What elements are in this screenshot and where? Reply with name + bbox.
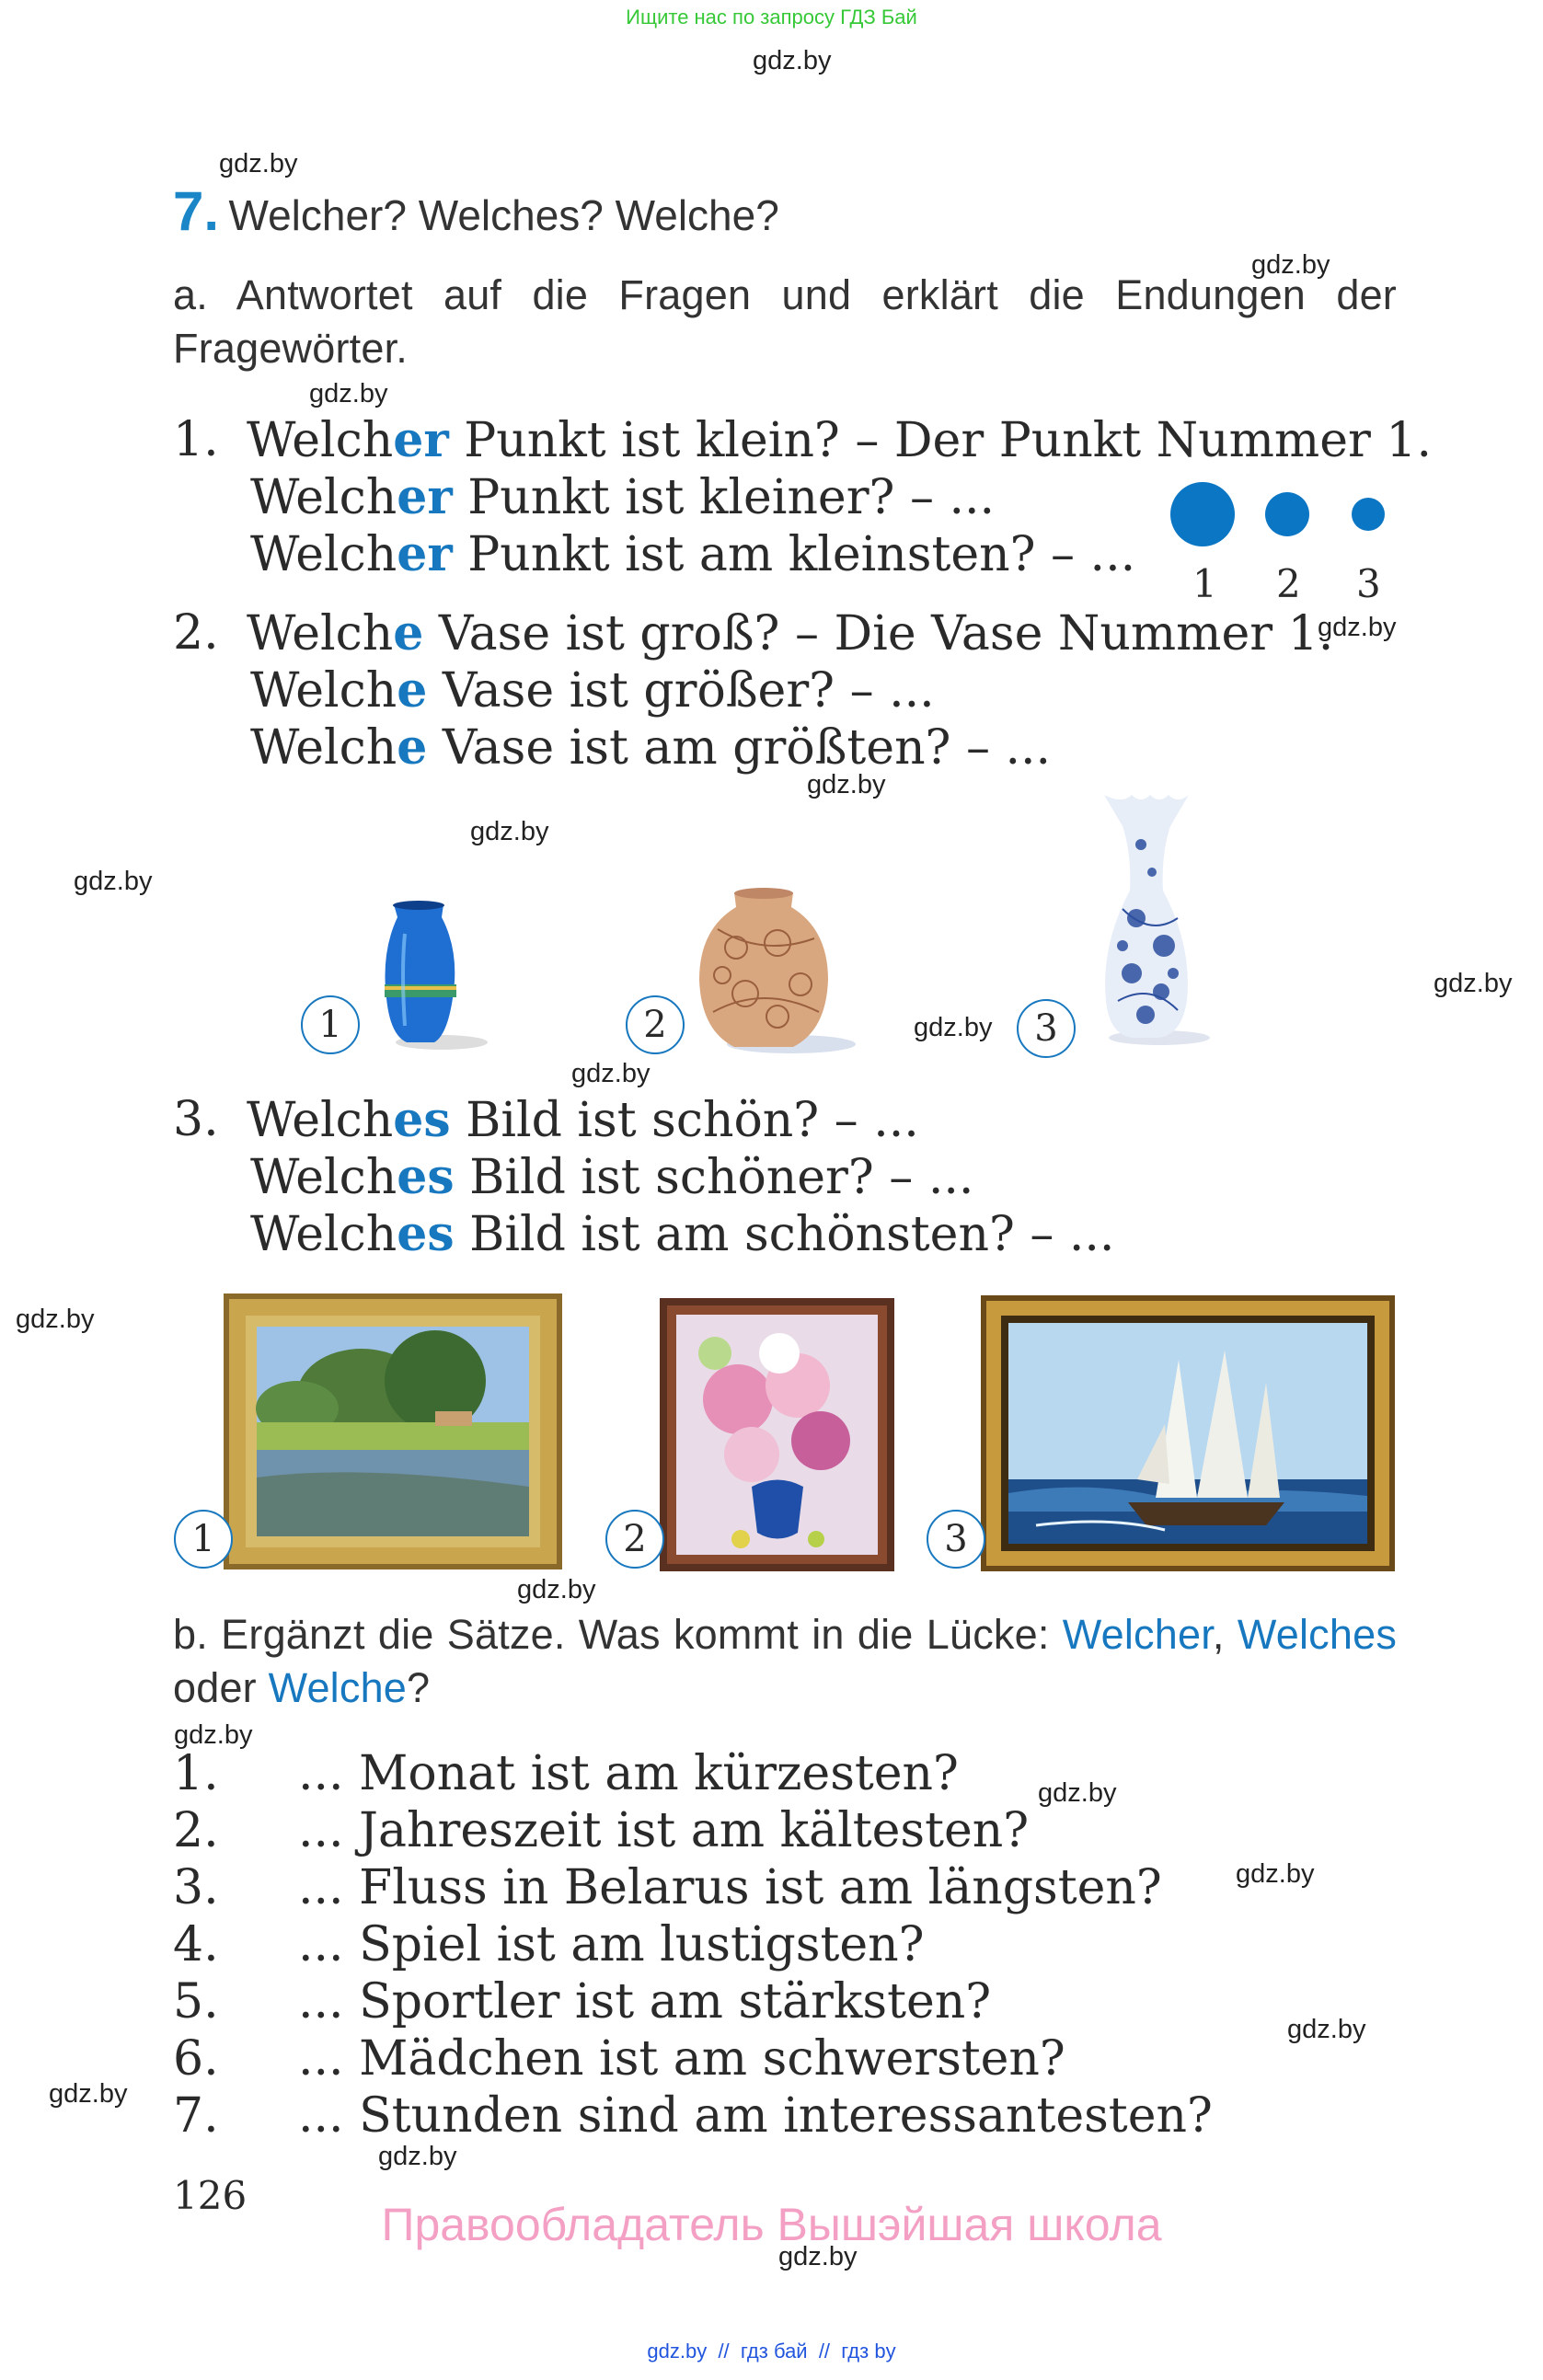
exercise-heading <box>173 179 779 243</box>
sentence-4: 4. ... Spiel ist am lustigsten? <box>173 1917 925 1972</box>
picture-label-1: 1 <box>174 1510 233 1569</box>
exercise-number: 7. <box>173 180 220 242</box>
page-number: 126 <box>173 2173 248 2218</box>
dot-medium <box>1265 492 1309 536</box>
picture-3-ship <box>981 1295 1395 1571</box>
picture-1-landscape <box>224 1293 562 1569</box>
top-banner[interactable]: Ищите нас по запросу ГДЗ Бай <box>626 6 917 29</box>
group3-number: 3. <box>173 1092 219 1147</box>
sentence-7: 7. ... Stunden sind am interessantesten? <box>173 2088 1213 2144</box>
sentence-1: 1. ... Monat ist am kürzesten? <box>173 1746 959 1801</box>
watermark: gdz.by <box>1434 969 1513 998</box>
group2-line-1: Welche Vase ist groß? – Die Vase Nummer 1. <box>247 605 1334 661</box>
group1-line-1: Welcher Punkt ist klein? – Der Punkt Nummer 1. <box>247 412 1433 468</box>
watermark: gdz.by <box>49 2079 128 2109</box>
footer-links[interactable]: gdz.by // гдз бай // гдз by <box>647 2340 896 2363</box>
watermark: gdz.by <box>1318 613 1397 642</box>
vase-2 <box>690 883 856 1058</box>
picture-label-2: 2 <box>605 1510 664 1569</box>
watermark: gdz.by <box>1287 2015 1366 2044</box>
vase-label-1: 1 <box>301 995 360 1054</box>
group1-line-2: Welcher Punkt ist kleiner? – ... <box>250 469 996 525</box>
sentence-5: 5. ... Sportler ist am stärksten? <box>173 1974 992 2029</box>
watermark: gdz.by <box>571 1059 651 1088</box>
watermark: gdz.by <box>807 770 886 799</box>
group2-line-3: Welche Vase ist am größten? – ... <box>250 719 1052 776</box>
picture-2-flowers <box>660 1298 894 1571</box>
dot-label-2: 2 <box>1276 561 1301 606</box>
group2-number: 2. <box>173 605 219 661</box>
watermark: gdz.by <box>914 1013 993 1042</box>
dot-large <box>1170 482 1235 546</box>
group3-line-2: Welches Bild ist schöner? – ... <box>250 1149 974 1205</box>
watermark: gdz.by <box>1038 1778 1117 1808</box>
dot-small <box>1352 498 1385 531</box>
watermark: gdz.by <box>470 817 549 846</box>
watermark: gdz.by <box>778 2242 858 2271</box>
watermark: gdz.by <box>309 379 388 408</box>
group1-line-3: Welcher Punkt ist am kleinsten? – ... <box>250 526 1136 582</box>
watermark: gdz.by <box>74 867 153 896</box>
vase-3 <box>1086 789 1210 1047</box>
copyright-notice: Правообладатель Вышэйшая школа <box>381 2199 1162 2250</box>
vase-label-2: 2 <box>626 995 685 1054</box>
sentence-2: 2. ... Jahreszeit ist am kältesten? <box>173 1803 1030 1858</box>
watermark: gdz.by <box>753 46 832 75</box>
group3-line-3: Welches Bild ist am schönsten? – ... <box>250 1206 1115 1262</box>
task-b-instruction: b. Ergänzt die Sätze. Was kommt in die Lücke: Welcher, Welches oder Welche? <box>173 1611 1398 1711</box>
watermark: gdz.by <box>1236 1859 1315 1889</box>
group2-line-2: Welche Vase ist größer? – ... <box>250 662 935 719</box>
watermark: gdz.by <box>378 2142 457 2171</box>
picture-label-3: 3 <box>927 1510 985 1569</box>
exercise-title: Welcher? Welches? Welche? <box>228 191 779 239</box>
watermark: gdz.by <box>219 149 298 178</box>
watermark: gdz.by <box>1251 250 1330 280</box>
watermark: gdz.by <box>517 1575 596 1604</box>
watermark: gdz.by <box>174 1720 253 1750</box>
dot-label-1: 1 <box>1192 561 1217 606</box>
group3-line-1: Welches Bild ist schön? – ... <box>247 1092 919 1148</box>
sentence-3: 3. ... Fluss in Belarus ist am längsten? <box>173 1860 1162 1915</box>
watermark: gdz.by <box>16 1305 95 1334</box>
sentence-list <box>173 1746 1213 2145</box>
dot-label-3: 3 <box>1356 561 1381 606</box>
task-a-instruction: a. Antwortet auf die Fragen und erklärt die Endungen der Fragewörter. <box>173 271 1397 372</box>
sentence-6: 6. ... Mädchen ist am schwersten? <box>173 2031 1065 2087</box>
vase-1 <box>368 897 492 1053</box>
group1-number: 1. <box>173 412 219 467</box>
vase-label-3: 3 <box>1017 999 1076 1058</box>
